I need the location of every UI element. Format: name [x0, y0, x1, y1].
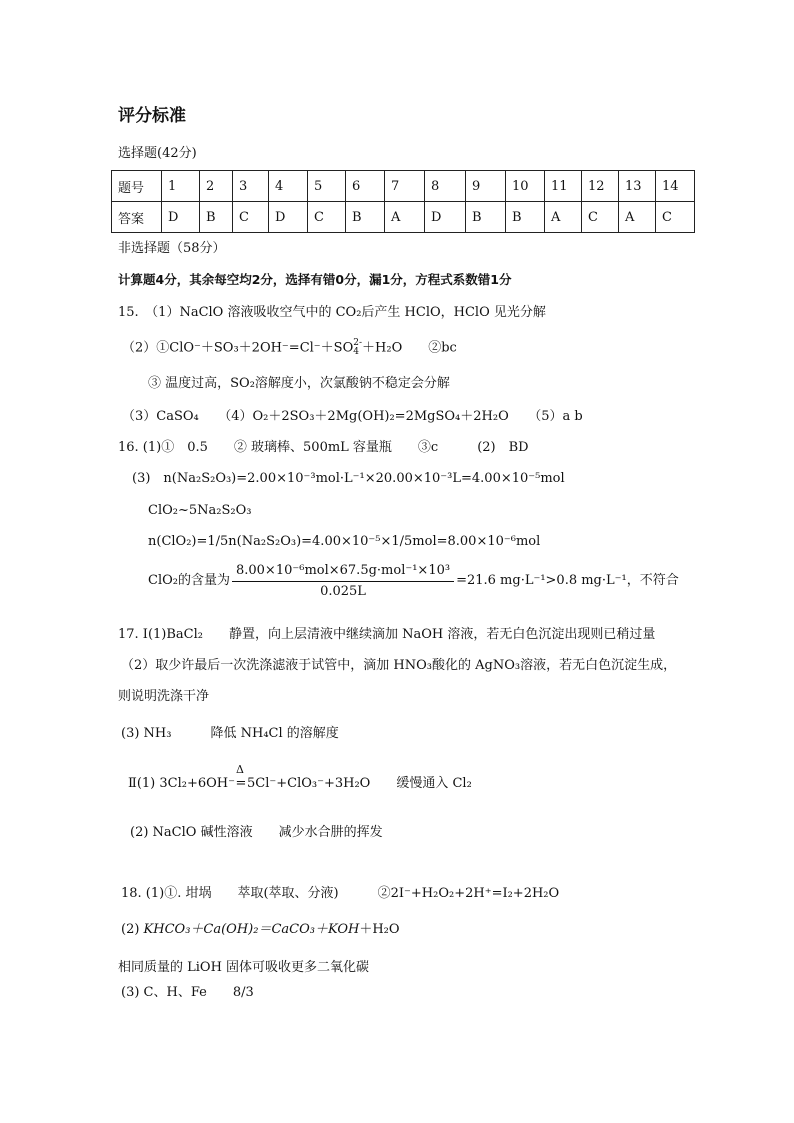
sulfate-ion: SO 2- 4 [333, 338, 363, 357]
question-number: 7 [385, 171, 425, 202]
question-number: 4 [269, 171, 308, 202]
question-number: 14 [656, 171, 695, 202]
question-number: 13 [619, 171, 656, 202]
answer-cell: A [385, 202, 425, 233]
question-number: 1 [162, 171, 200, 202]
answer-cell: C [308, 202, 346, 233]
answer-cell: B [466, 202, 506, 233]
answer-cell: D [269, 202, 308, 233]
answer-cell: B [200, 202, 233, 233]
q15-line-1: 15. （1）NaClO 溶液吸收空气中的 CO₂后产生 HClO，HClO 见光分解 [118, 305, 546, 320]
q17-line-3: 则说明洗涤干净 [118, 689, 210, 704]
q18-line-2-c: ＋H₂O [359, 922, 400, 937]
question-number-row [112, 171, 695, 202]
q17-line-4: (3) NH₃ 降低 NH₄Cl 的溶解度 [121, 726, 339, 741]
q17-line-1: 17. Ⅰ(1)BaCl₂ 静置，向上层清液中继续滴加 NaOH 溶液，若无白色沉淀出现则已稍过量 [118, 627, 656, 642]
q17-line-6: (2) NaClO 碱性溶液 减少水合肼的挥发 [130, 825, 383, 840]
q18-line-1: 18. (1)①. 坩埚 萃取(萃取、分液) ②2I⁻+H₂O₂+2H⁺=I₂+2H₂O [121, 886, 560, 901]
nonmc-section-header: 非选择题（58分） [118, 241, 226, 256]
q18-line-2-a: (2) [121, 922, 144, 937]
answer-cell: A [545, 202, 582, 233]
q16-line-4: n(ClO₂)=1/5n(Na₂S₂O₃)=4.00×10⁻⁵×1/5mol=8.00×10⁻⁶mol [148, 534, 541, 549]
q16-line-1: 16. (1)① 0.5 ② 玻璃棒、500mL 容量瓶 ③c (2) BD [118, 440, 529, 455]
delta-symbol: Δ [236, 763, 244, 776]
q15-line-3: ③ 温度过高，SO₂溶解度小，次氯酸钠不稳定会分解 [148, 376, 450, 391]
q17-line-5 [128, 763, 472, 792]
answer-cell: B [346, 202, 385, 233]
row-label: 答案 [112, 202, 162, 233]
question-number: 11 [545, 171, 582, 202]
question-number: 2 [200, 171, 233, 202]
question-number: 8 [425, 171, 466, 202]
question-number: 5 [308, 171, 346, 202]
answer-cell: D [425, 202, 466, 233]
answer-cell: A [619, 202, 656, 233]
heat-equals-sign: Δ = [235, 763, 247, 791]
mc-section-header: 选择题(42分) [118, 146, 197, 161]
q17-line-2: （2）取少许最后一次洗涤滤液于试管中，滴加 HNO₃酸化的 AgNO₃溶液，若无白色沉淀生成， [121, 658, 677, 673]
q18-equation: KHCO₃＋Ca(OH)₂＝CaCO₃＋KOH [143, 922, 360, 937]
q16-line-5-prefix: ClO₂的含量为 [148, 573, 230, 589]
q16-line-3: ClO₂~5Na₂S₂O₃ [148, 503, 252, 518]
question-number: 3 [233, 171, 269, 202]
q16-line-2: (3) n(Na₂S₂O₃)=2.00×10⁻³mol·L⁻¹×20.00×10⁻³L=4.00×10⁻⁵mol [132, 471, 565, 486]
fraction-denominator: 0.025L [320, 583, 366, 599]
page-title: 评分标准 [118, 106, 186, 126]
q18-line-4: (3) C、H、Fe 8/3 [121, 985, 254, 1000]
fraction-numerator: 8.00×10⁻⁶mol×67.5g·mol⁻¹×10³ [232, 563, 454, 582]
question-number: 12 [582, 171, 619, 202]
q18-line-2 [121, 922, 400, 938]
q15-line-2-a: （2）①ClO⁻＋SO₃＋2OH⁻=Cl⁻＋ [122, 340, 334, 356]
q15-line-2-b: ＋H₂O ②bc [362, 340, 457, 356]
q15-line-2 [122, 339, 457, 357]
question-number: 6 [346, 171, 385, 202]
question-number: 10 [506, 171, 545, 202]
q15-line-4: （3）CaSO₄ （4）O₂＋2SO₃＋2Mg(OH)₂=2MgSO₄＋2H₂O （5）a b [122, 409, 583, 424]
answer-row [112, 202, 695, 233]
question-number: 9 [466, 171, 506, 202]
answer-table [111, 170, 695, 233]
row-label: 题号 [112, 171, 162, 202]
answer-cell: D [162, 202, 200, 233]
q17-line-5-b: 5Cl⁻+ClO₃⁻+3H₂O 缓慢通入 Cl₂ [247, 776, 472, 791]
concentration-fraction [232, 563, 454, 599]
q16-line-5-suffix: =21.6 mg·L⁻¹>0.8 mg·L⁻¹，不符合 [456, 573, 679, 589]
answer-cell: B [506, 202, 545, 233]
q18-line-3: 相同质量的 LiOH 固体可吸收更多二氧化碳 [118, 960, 370, 975]
q16-line-5 [148, 563, 679, 599]
scoring-rule: 计算题4分，其余每空均2分，选择有错0分，漏1分，方程式系数错1分 [118, 272, 512, 287]
answer-cell: C [656, 202, 695, 233]
answer-cell: C [233, 202, 269, 233]
q17-line-5-a: Ⅱ(1) 3Cl₂+6OH⁻ [128, 776, 235, 791]
answer-cell: C [582, 202, 619, 233]
